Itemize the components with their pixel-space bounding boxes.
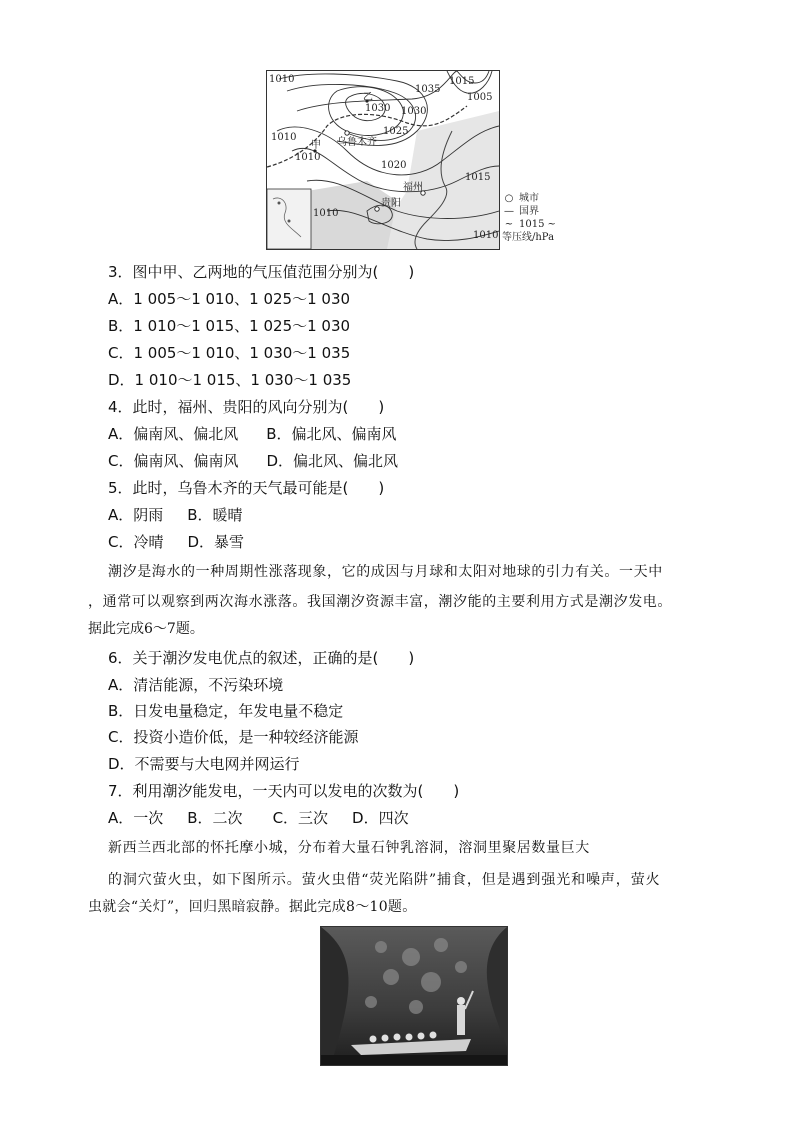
legend-isobar-sample [502, 218, 556, 231]
city-symbol-icon: ○ [504, 193, 514, 204]
question-7-option-a[interactable]: A．一次 [108, 809, 164, 827]
question-4-option-b[interactable]: B．偏北风、偏南风 [266, 425, 397, 443]
question-7-options-row [108, 808, 409, 828]
question-5-options-row-1 [108, 505, 243, 525]
isobar-label: 1005 [467, 92, 493, 103]
question-5-option-d[interactable]: D．暴雪 [187, 533, 245, 551]
question-5-stem: 5．此时，乌鲁木齐的天气最可能是( ) [108, 479, 385, 497]
question-5-option-b[interactable]: B．暖晴 [187, 506, 243, 524]
question-3-option-a[interactable]: A．1 005～1 010、1 025～1 030 [108, 290, 351, 308]
isobar-label: 1035 [415, 84, 441, 95]
place-yi-label: 乙 [363, 92, 373, 103]
legend-border [502, 205, 556, 218]
legend-border-label: 国界 [519, 206, 539, 217]
question-6-option-a[interactable]: A．清洁能源，不污染环境 [108, 676, 284, 694]
passage-2-line-3: 虫就会“关灯”，回归黑暗寂静。据此完成8～10题。 [88, 899, 417, 915]
isobar-symbol-icon: ~ [547, 219, 556, 230]
legend-city [502, 192, 556, 205]
isobar-label: 1015 [449, 76, 475, 87]
question-5-options-row-2 [108, 532, 244, 552]
isobar-label: 1030 [401, 106, 427, 117]
question-7-stem: 7．利用潮汐能发电，一天内可以发电的次数为( ) [108, 782, 460, 800]
city-fuzhou-label: 福州 [403, 182, 423, 193]
map-legend [502, 192, 556, 244]
isobar-label: 1015 [465, 172, 491, 183]
question-7-option-d[interactable]: D．四次 [352, 809, 409, 827]
question-6-stem: 6．关于潮汐发电优点的叙述，正确的是( ) [108, 649, 415, 667]
glowworm-cave-photo [320, 926, 508, 1066]
legend-isobar-unit-label: 等压线/hPa [502, 232, 555, 243]
passage-1-line-1: 潮汐是海水的一种周期性涨落现象，它的成因与月球和太阳对地球的引力有关。一天中 [108, 564, 663, 580]
question-7-option-c[interactable]: C．三次 [272, 809, 329, 827]
city-urumqi-label: 乌鲁木齐 [337, 137, 377, 148]
question-3-option-b[interactable]: B．1 010～1 015、1 025～1 030 [108, 317, 351, 335]
question-5-option-c[interactable]: C．冷晴 [108, 533, 164, 551]
question-6-option-c[interactable]: C．投资小造价低，是一种较经济能源 [108, 728, 359, 746]
question-3-option-c[interactable]: C．1 005～1 010、1 030～1 035 [108, 344, 351, 362]
passage-2-line-1: 新西兰西北部的怀托摩小城，分布着大量石钟乳溶洞，溶洞里聚居数量巨大 [108, 840, 590, 856]
question-5-option-a[interactable]: A．阴雨 [108, 506, 164, 524]
isobar-label: 1025 [383, 126, 409, 137]
legend-isobar-value: 1015 [519, 219, 545, 230]
question-4-stem: 4．此时，福州、贵阳的风向分别为( ) [108, 398, 385, 416]
isobar-label: 1010 [271, 132, 297, 143]
city-guiyang-label: 贵阳 [381, 198, 401, 209]
isobar-map [266, 70, 500, 250]
legend-isobar-unit [502, 231, 556, 244]
question-7-option-b[interactable]: B．二次 [187, 809, 243, 827]
isobar-label: 1010 [313, 208, 339, 219]
glowworm-cave-photo-drawing [321, 927, 507, 1065]
border-symbol-icon: — [504, 206, 514, 217]
question-4-options-row-1 [108, 424, 397, 444]
question-6-option-b[interactable]: B．日发电量稳定，年发电量不稳定 [108, 702, 344, 720]
passage-1-line-3: 据此完成6～7题。 [88, 621, 204, 637]
question-6-option-d[interactable]: D．不需要与大电网并网运行 [108, 755, 300, 773]
isobar-label: 1010 [269, 74, 295, 85]
place-jia-label: 甲 [311, 140, 321, 151]
isobar-map-figure [266, 70, 566, 250]
place-yi-value-label: 1030 [365, 103, 391, 114]
question-4-option-d[interactable]: D．偏北风、偏北风 [266, 452, 399, 470]
isobar-label: 1010 [295, 152, 321, 163]
question-4-option-c[interactable]: C．偏南风、偏南风 [108, 452, 239, 470]
passage-1-line-2: ，通常可以观察到两次海水涨落。我国潮汐资源丰富，潮汐能的主要利用方式是潮汐发电。 [88, 594, 672, 610]
question-3-stem: 3．图中甲、乙两地的气压值范围分别为( ) [108, 263, 415, 281]
passage-2-line-2: 的洞穴萤火虫，如下图所示。萤火虫借“荧光陷阱”捕食，但是遇到强光和噪声，萤火 [108, 872, 661, 888]
isobar-label: 1010 [473, 230, 499, 241]
legend-city-label: 城市 [519, 193, 539, 204]
question-4-options-row-2 [108, 451, 398, 471]
isobar-label: 1020 [381, 160, 407, 171]
question-3-option-d[interactable]: D．1 010～1 015、1 030～1 035 [108, 371, 352, 389]
isobar-symbol-icon: ~ [504, 219, 514, 230]
question-4-option-a[interactable]: A．偏南风、偏北风 [108, 425, 239, 443]
